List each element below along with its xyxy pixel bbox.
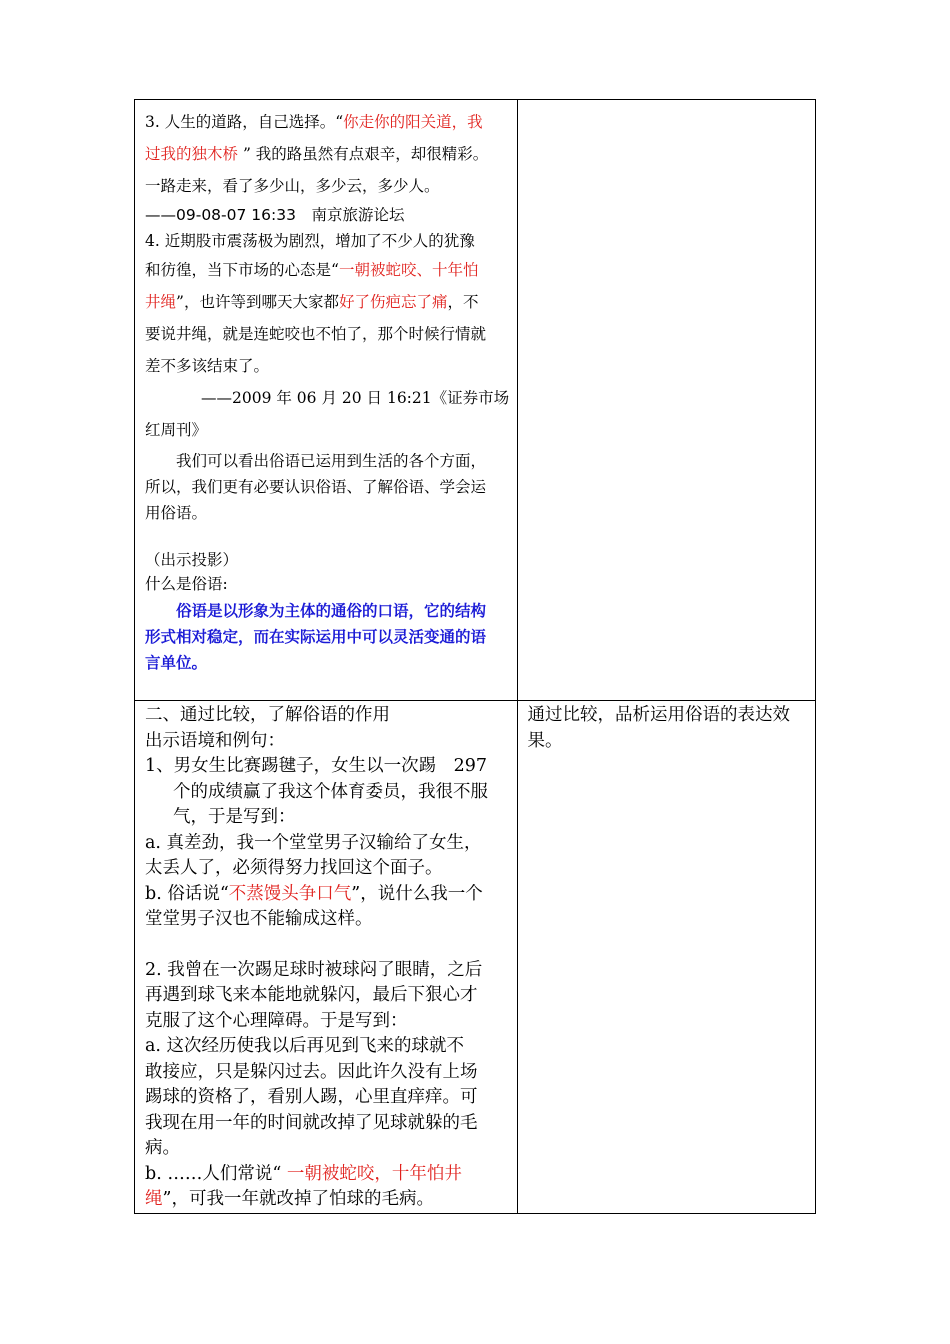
item3-source: ——09-08-07 16:33 南京旅游论坛	[145, 206, 405, 224]
example2-line-2: 再遇到球飞来本能地就躲闪，最后下狠心才	[145, 985, 478, 1005]
summary-line-2: 所以，我们更有必要认识俗语、了解俗语、学会运	[145, 478, 487, 496]
item4-source-line-2: 红周刊》	[145, 421, 208, 439]
row2-right-cell	[517, 701, 815, 1214]
example2-a-line-1: a. 这次经历使我以后再见到飞来的球就不	[145, 1036, 465, 1056]
row2-left-cell	[135, 701, 518, 1214]
item3-line-3: 一路走来，看了多少山，多少云，多少人。	[145, 177, 440, 195]
definition-title: 什么是俗语:	[145, 575, 228, 593]
row1-left-cell	[135, 100, 518, 701]
summary-line-1: 我们可以看出俗语已运用到生活的各个方面，	[176, 452, 487, 470]
item4-line-3: 井绳”，也许等到哪天大家都好了伤疤忘了痛，不	[145, 293, 479, 311]
definition-line-2: 形式相对稳定，而在实际运用中可以灵活变通的语	[145, 627, 487, 646]
item3-block	[145, 106, 511, 202]
proverb-highlight-2: 一朝被蛇咬，十年怕井	[286, 1163, 462, 1184]
example2-line-3: 克服了这个心理障碍。于是写到：	[145, 1010, 408, 1031]
item3-line-2: 过我的独木桥 ” 我的路虽然有点艰辛，却很精彩。	[145, 145, 489, 163]
definition-line-3: 言单位。	[145, 653, 208, 672]
item4-source-line-1: ——2009 年 06 月 20 日 16:21《证券市场	[201, 389, 510, 407]
objective-line-1: 通过比较，品析运用俗语的表达效	[527, 705, 791, 725]
item4-line-1: 4. 近期股市震荡极为剧烈，增加了不少人的犹豫	[145, 232, 475, 250]
projection-label: （出示投影）	[145, 551, 239, 569]
example1-b-line-1: b. 俗话说“不蒸馒头争口气”，说什么我一个	[145, 883, 483, 904]
table-row-2	[135, 701, 816, 1214]
objective-line-2: 果。	[527, 730, 563, 751]
example1-b-line-2: 堂堂男子汉也不能输成这样。	[145, 909, 373, 929]
example1-line-1: 1、男女生比赛踢毽子，女生以一次踢 297	[145, 756, 488, 776]
section-heading: 二、通过比较，了解俗语的作用	[145, 705, 390, 725]
definition-line-1: 俗语是以形象为主体的通俗的口语，它的结构	[176, 601, 487, 620]
example2-a-line-5: 病。	[145, 1138, 180, 1158]
item4-line-4: 要说井绳，就是连蛇咬也不怕了，那个时候行情就	[145, 325, 487, 343]
example2-b-line-1: b. ……人们常说“ 一朝被蛇咬，十年怕井	[145, 1163, 462, 1184]
example1-line-3: 气，于是写到：	[173, 807, 296, 827]
example2-a-line-2: 敢接应，只是躲闪过去。因此许久没有上场	[145, 1061, 478, 1082]
example2-b-line-2: 绳”，可我一年就改掉了怕球的毛病。	[145, 1189, 434, 1209]
example2-a-line-4: 我现在用一年的时间就改掉了见球就躲的毛	[145, 1112, 478, 1133]
example1-line-2: 个的成绩赢了我这个体育委员，我很不服	[173, 781, 488, 802]
example2-a-line-3: 踢球的资格了，看别人踢，心里直痒痒。可	[145, 1087, 478, 1107]
item4-line-5: 差不多该结束了。	[145, 357, 270, 375]
examples-intro: 出示语境和例句：	[145, 730, 285, 751]
example2-line-1: 2. 我曾在一次踢足球时被球闷了眼睛，之后	[145, 959, 483, 980]
example1-a-line-1: a. 真差劲，我一个堂堂男子汉输给了女生，	[145, 832, 482, 853]
definition-paragraph	[145, 598, 511, 676]
proverb-highlight: 不蒸馒头争口气	[228, 883, 352, 904]
summary-line-3: 用俗语。	[145, 504, 208, 522]
table-row-1	[135, 100, 816, 701]
example1-a-line-2: 太丢人了，必须得努力找回这个面子。	[145, 858, 443, 878]
row1-right-cell	[517, 100, 815, 701]
item4-block	[145, 228, 511, 382]
lesson-plan-table	[134, 99, 816, 1214]
item4-line-2: 和彷徨，当下市场的心态是“一朝被蛇咬、十年怕	[145, 261, 479, 279]
item3-line-1: 3. 人生的道路，自己选择。“你走你的阳关道，我	[145, 113, 483, 131]
summary-paragraph	[145, 448, 511, 526]
